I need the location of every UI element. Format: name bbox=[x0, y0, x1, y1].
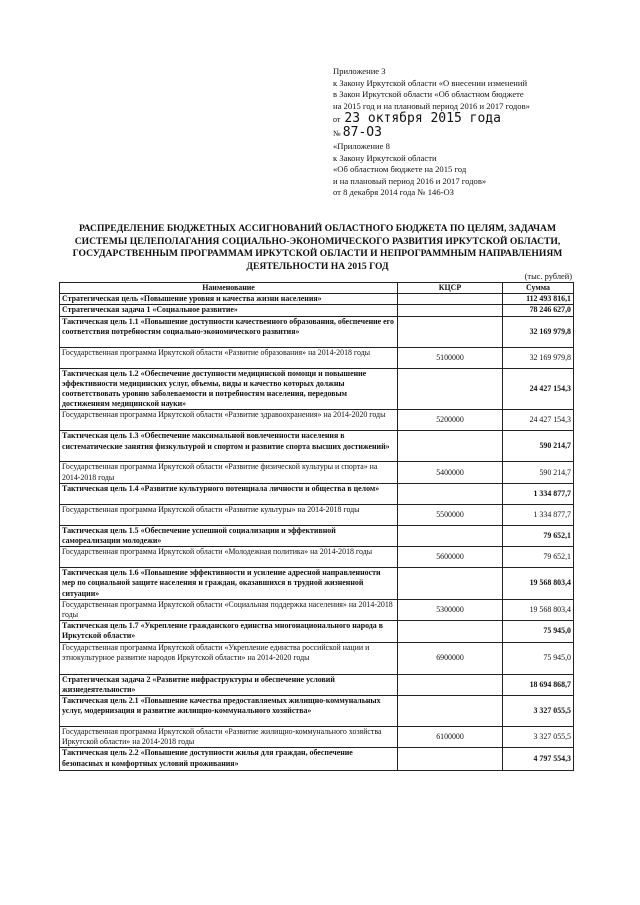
table-row bbox=[60, 748, 574, 771]
row-sum: 19 568 803,4 bbox=[503, 568, 574, 600]
table-row bbox=[60, 368, 574, 410]
header-subline: к Закону Иркутской области bbox=[333, 152, 437, 163]
table-row bbox=[60, 599, 574, 620]
row-name: Государственная программа Иркутской области «Развитие образования» на 2014-2018 годы bbox=[60, 347, 398, 368]
table-header-row bbox=[60, 283, 574, 294]
table-row bbox=[60, 525, 574, 546]
row-name: Стратегическая цель «Повышение уровня и качества жизни населения» bbox=[60, 294, 398, 305]
row-kcsr bbox=[398, 621, 503, 642]
table-row bbox=[60, 547, 574, 568]
unit-label: (тыс. рублей) bbox=[524, 272, 572, 281]
row-kcsr bbox=[398, 368, 503, 410]
table-row bbox=[60, 483, 574, 504]
row-kcsr bbox=[398, 316, 503, 347]
header-subline: «Об областном бюджете на 2015 год bbox=[333, 164, 467, 174]
row-sum: 32 169 979,8 bbox=[503, 347, 574, 368]
row-kcsr bbox=[398, 305, 503, 316]
header-subline: «Приложение 8 bbox=[333, 141, 390, 151]
row-name: Стратегическая задача 2 «Развитие инфраструктуры и обеспечение условий жизнедеятельности» bbox=[60, 674, 398, 695]
header-subline: от 8 декабря 2014 года № 146-ОЗ bbox=[333, 187, 454, 197]
row-sum: 32 169 979,8 bbox=[503, 316, 574, 347]
table-row bbox=[60, 504, 574, 525]
row-name: Государственная программа Иркутской области «Развитие жилищно-коммунального хозяйства Иркутской области» на 2014-2018 годы bbox=[60, 727, 398, 748]
header-line: в Закон Иркутской области «Об областном бюджете bbox=[333, 89, 524, 99]
row-name: Тактическая цель 1.3 «Обеспечение максимальной вовлеченности населения в систематические занятия физкультурой и спортом и развитие спорта высших достижений» bbox=[60, 431, 398, 462]
table-row bbox=[60, 674, 574, 695]
row-sum: 112 493 816,1 bbox=[503, 294, 574, 305]
table-row bbox=[60, 642, 574, 674]
row-sum: 4 797 554,3 bbox=[503, 748, 574, 771]
table-row bbox=[60, 305, 574, 316]
table-row bbox=[60, 727, 574, 748]
row-sum: 75 945,0 bbox=[503, 621, 574, 642]
row-sum: 1 334 877,7 bbox=[503, 483, 574, 504]
row-name: Государственная программа Иркутской области «Развитие физической культуры и спорта» на 2014-2018 годы bbox=[60, 462, 398, 483]
row-sum: 590 214,7 bbox=[503, 431, 574, 462]
document-title: РАСПРЕДЕЛЕНИЕ БЮДЖЕТНЫХ АССИГНОВАНИЙ ОБЛАСТНОГО БЮДЖЕТА ПО ЦЕЛЯМ, ЗАДАЧАМ СИСТЕМЫ ЦЕЛЕПОЛАГАНИЯ СОЦИАЛЬНО-ЭКОНОМИЧЕСКОГО РАЗВИТИЯ ИРКУТСКОЙ ОБЛАСТИ, ГОСУДАРСТВЕННЫМ ПРОГРАММАМ ИРКУТСКОЙ ОБЛАСТИ И НЕПРОГРАММНЫМ НАПРАВЛЕНИЯМ ДЕЯТЕЛЬНОСТИ НА 2015 ГОД bbox=[72, 223, 563, 272]
row-name: Тактическая цель 1.7 «Укрепление гражданского единства многонационального народа в Иркутской области» bbox=[60, 621, 398, 642]
table-row bbox=[60, 316, 574, 347]
row-sum: 3 327 055,5 bbox=[503, 696, 574, 727]
row-kcsr bbox=[398, 525, 503, 546]
row-kcsr: 6100000 bbox=[398, 727, 503, 748]
row-kcsr bbox=[398, 696, 503, 727]
header-line: к Закону Иркутской области «О внесении изменений bbox=[333, 77, 528, 88]
column-header-name: Наименование bbox=[60, 283, 398, 294]
table-row bbox=[60, 696, 574, 727]
row-name: Тактическая цель 1.5 «Обеспечение успешной социализации и эффективной самореализации молодежи» bbox=[60, 525, 398, 546]
row-name: Государственная программа Иркутской области «Развитие здравоохранения» на 2014-2020 годы bbox=[60, 410, 398, 431]
column-header-kcsr: КЦСР bbox=[398, 283, 503, 294]
row-name: Тактическая цель 1.2 «Обеспечение доступности медицинской помощи и повышение эффективности медицинских услуг, объемы, виды и качество которых должны соответствовать уровню заболеваемости и потребностям населения, передовым достижениям медицинской науки» bbox=[60, 368, 398, 410]
number-prefix: № bbox=[333, 128, 341, 138]
column-header-sum: Сумма bbox=[503, 283, 574, 294]
header-line: на 2015 год и на плановый период 2016 и 2017 годов» bbox=[333, 100, 530, 111]
table-body bbox=[60, 294, 574, 771]
row-name: Стратегическая задача 1 «Социальное развитие» bbox=[60, 305, 398, 316]
row-kcsr bbox=[398, 748, 503, 771]
row-sum: 18 694 868,7 bbox=[503, 674, 574, 695]
header-subline: и на плановый период 2016 и 2017 годов» bbox=[333, 175, 487, 186]
row-name: Государственная программа Иркутской области «Развитие культуры» на 2014-2018 годы bbox=[60, 504, 398, 525]
date-stamp: 23 октября 2015 года bbox=[344, 111, 501, 126]
budget-table bbox=[59, 282, 574, 771]
row-sum: 79 652,1 bbox=[503, 547, 574, 568]
table-row bbox=[60, 462, 574, 483]
row-sum: 3 327 055,5 bbox=[503, 727, 574, 748]
row-sum: 590 214,7 bbox=[503, 462, 574, 483]
row-kcsr: 5300000 bbox=[398, 599, 503, 620]
table-row bbox=[60, 294, 574, 305]
row-kcsr bbox=[398, 431, 503, 462]
row-kcsr: 6900000 bbox=[398, 642, 503, 674]
row-sum: 78 246 627,0 bbox=[503, 305, 574, 316]
row-sum: 19 568 803,4 bbox=[503, 599, 574, 620]
row-kcsr: 5100000 bbox=[398, 347, 503, 368]
row-name: Государственная программа Иркутской области «Укрепление единства российской нации и этнокультурное развитие народов Иркутской области» на 2014-2020 годы bbox=[60, 642, 398, 674]
row-name: Тактическая цель 1.6 «Повышение эффективности и усиление адресной направленности мер по социальной защите населения и граждан, оказавшихся в трудной жизненной ситуации» bbox=[60, 568, 398, 600]
table-row bbox=[60, 347, 574, 368]
law-date bbox=[333, 112, 583, 126]
row-kcsr bbox=[398, 294, 503, 305]
row-kcsr: 5200000 bbox=[398, 410, 503, 431]
row-name: Государственная программа Иркутской области «Молодежная политика» на 2014-2018 годы bbox=[60, 547, 398, 568]
row-kcsr bbox=[398, 674, 503, 695]
table-row bbox=[60, 410, 574, 431]
row-sum: 79 652,1 bbox=[503, 525, 574, 546]
row-kcsr: 5500000 bbox=[398, 504, 503, 525]
row-kcsr bbox=[398, 483, 503, 504]
row-name: Тактическая цель 2.1 «Повышение качества предоставляемых жилищно-коммунальных услуг, модернизация и развитие жилищно-коммунального хозяйства» bbox=[60, 696, 398, 727]
row-name: Государственная программа Иркутской области «Социальная поддержка населения» на 2014-2018 годы bbox=[60, 599, 398, 620]
date-prefix: от bbox=[333, 115, 341, 124]
row-name: Тактическая цель 2.2 «Повышение доступности жилья для граждан, обеспечение безопасных и комфортных условий проживания» bbox=[60, 748, 398, 771]
header-line: Приложение 3 bbox=[333, 66, 386, 76]
row-name: Тактическая цель 1.4 «Развитие культурного потенциала личности и общества в целом» bbox=[60, 483, 398, 504]
number-stamp: 87-ОЗ bbox=[342, 124, 382, 140]
row-kcsr bbox=[398, 568, 503, 600]
row-kcsr: 5400000 bbox=[398, 462, 503, 483]
row-name: Тактическая цель 1.1 «Повышение доступности качественного образования, обеспечение его соответствия потребностям социально-экономического развития» bbox=[60, 316, 398, 347]
row-kcsr: 5600000 bbox=[398, 547, 503, 568]
row-sum: 24 427 154,3 bbox=[503, 368, 574, 410]
row-sum: 24 427 154,3 bbox=[503, 410, 574, 431]
appendix-header bbox=[333, 66, 583, 199]
row-sum: 75 945,0 bbox=[503, 642, 574, 674]
table-row bbox=[60, 621, 574, 642]
row-sum: 1 334 877,7 bbox=[503, 504, 574, 525]
table-row bbox=[60, 568, 574, 600]
law-number bbox=[333, 126, 583, 140]
table-row bbox=[60, 431, 574, 462]
